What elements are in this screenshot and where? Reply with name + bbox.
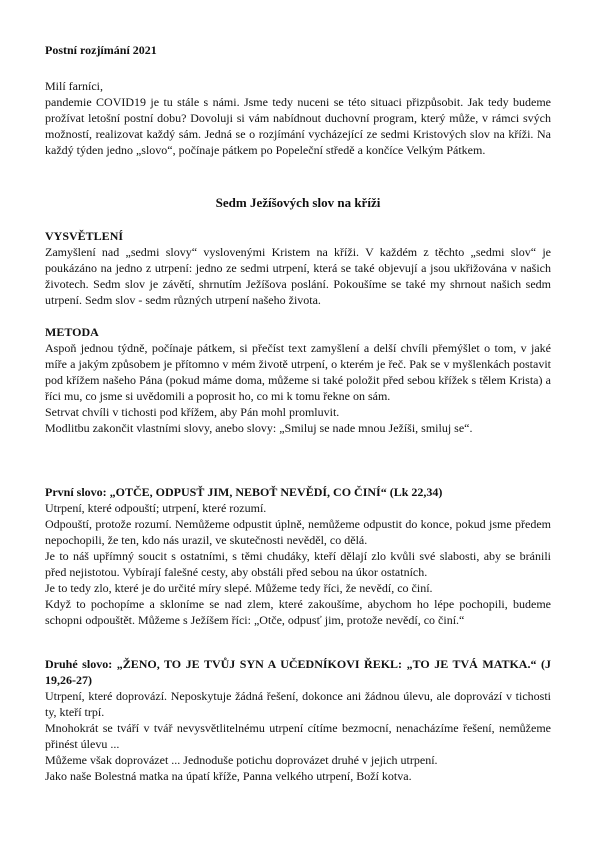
second-word-section bbox=[45, 656, 551, 784]
first-word-paragraph: Když to pochopíme a skloníme se nad zlem, které zakoušíme, abychom ho lépe pochopili, budeme schopni odpouštět. Můžeme s Ježíšem říci: „Otče, odpusť jim, protože nevědí, co činí.“ bbox=[45, 597, 551, 627]
method-paragraph: Modlitbu zakončit vlastními slovy, anebo slovy: „Smiluj se nade mnou Ježíši, smiluj se“. bbox=[45, 421, 473, 435]
method-paragraph: Setrvat chvíli v tichosti pod křížem, aby Pán mohl promluvit. bbox=[45, 405, 340, 419]
document-title: Postní rozjímání 2021 bbox=[45, 43, 157, 57]
first-word-paragraph: Je to tedy zlo, které je do určité míry slepé. Můžeme tedy říci, že nevědí, co činí. bbox=[45, 581, 433, 595]
intro-section bbox=[45, 78, 551, 158]
second-word-heading: Druhé slovo: „ŽENO, TO JE TVŮJ SYN A UČEDNÍKOVI ŘEKL: „TO JE TVÁ MATKA.“ (J 19,26-27) bbox=[45, 657, 551, 687]
first-word-paragraph: Utrpení, které odpouští; utrpení, které rozumí. bbox=[45, 501, 267, 515]
second-word-paragraph: Mnohokrát se tváří v tvář nevysvětlitelnému utrpení cítíme bezmocní, nenacházíme řešení, nemůžeme přinést úlevu ... bbox=[45, 721, 551, 751]
intro-greeting: Milí farníci, bbox=[45, 79, 103, 93]
explanation-label: VYSVĚTLENÍ bbox=[45, 229, 124, 243]
first-word-paragraph: Je to náš upřímný soucit s ostatními, s těmi chudáky, kteří dělají zlo kvůli své slabosti, aby se bránili před nejistotou. Vybírají falešné cesty, aby obstáli před sebou na úkor ostatních. bbox=[45, 549, 551, 579]
method-label: METODA bbox=[45, 325, 99, 339]
method-section bbox=[45, 324, 551, 436]
main-heading: Sedm Ježíšových slov na kříži bbox=[215, 195, 381, 210]
second-word-paragraph: Jako naše Bolestná matka na úpatí kříže, Panna velkého utrpení, Boží kotva. bbox=[45, 769, 412, 783]
first-word-paragraph: Odpouští, protože rozumí. Nemůžeme odpustit úplně, nemůžeme odpustit do konce, pokud jsme předem nepochopili, že ten, kdo nás urazil, ve skutečnosti nevěděl, co dělá. bbox=[45, 517, 551, 547]
first-word-heading: První slovo: „OTČE, ODPUSŤ JIM, NEBOŤ NEVĚDÍ, CO ČINÍ“ (Lk 22,34) bbox=[45, 485, 443, 499]
explanation-paragraph: Zamyšlení nad „sedmi slovy“ vyslovenými Kristem na kříži. V každém z těchto „sedmi slov“ je poukázáno na jedno z utrpení: jedno ze sedmi utrpení, která se také objevují a jsou ukřižována v našich životech. Sedm slov je závětí, shrnutím Ježíšova poslání. Pokoušíme se také my shrnout našich sedm utrpení. Sedm slov - sedm různých utrpení našeho života. bbox=[45, 245, 551, 307]
second-word-paragraph: Můžeme však doprovázet ... Jednoduše potichu doprovázet druhé v jejich utrpení. bbox=[45, 753, 438, 767]
method-paragraph: Aspoň jednou týdně, počínaje pátkem, si přečíst text zamyšlení a delší chvíli přemýšlet o tom, v jaké míře a jakým způsobem je přítomno v mém životě utrpení, o kterém je řeč. Pak se v myšlenkách postavit pod křížem našeho Pána (pokud máme doma, můžeme si také položit před sebou křížek s tělem Krista) a říci mu, co jsme si uvědomili a poprosit ho, co mi k tomu řekne on sám. bbox=[45, 341, 551, 403]
second-word-paragraph: Utrpení, které doprovází. Neposkytuje žádná řešení, dokonce ani žádnou úlevu, ale doprovází v tichosti ty, kteří trpí. bbox=[45, 689, 551, 719]
first-word-section bbox=[45, 484, 551, 628]
explanation-section bbox=[45, 228, 551, 308]
intro-paragraph: pandemie COVID19 je tu stále s námi. Jsme tedy nuceni se této situaci přizpůsobit. Jak tedy budeme prožívat letošní postní dobu? Dovoluji si vám nabídnout duchovní program, který může, v rámci svých možností, realizovat každý sám. Jedná se o rozjímání vycházející ze sedmi Kristových slov na kříži. Na každý týden jedno „slovo“, počínaje pátkem po Popeleční středě a končíce Velkým Pátkem. bbox=[45, 95, 551, 157]
